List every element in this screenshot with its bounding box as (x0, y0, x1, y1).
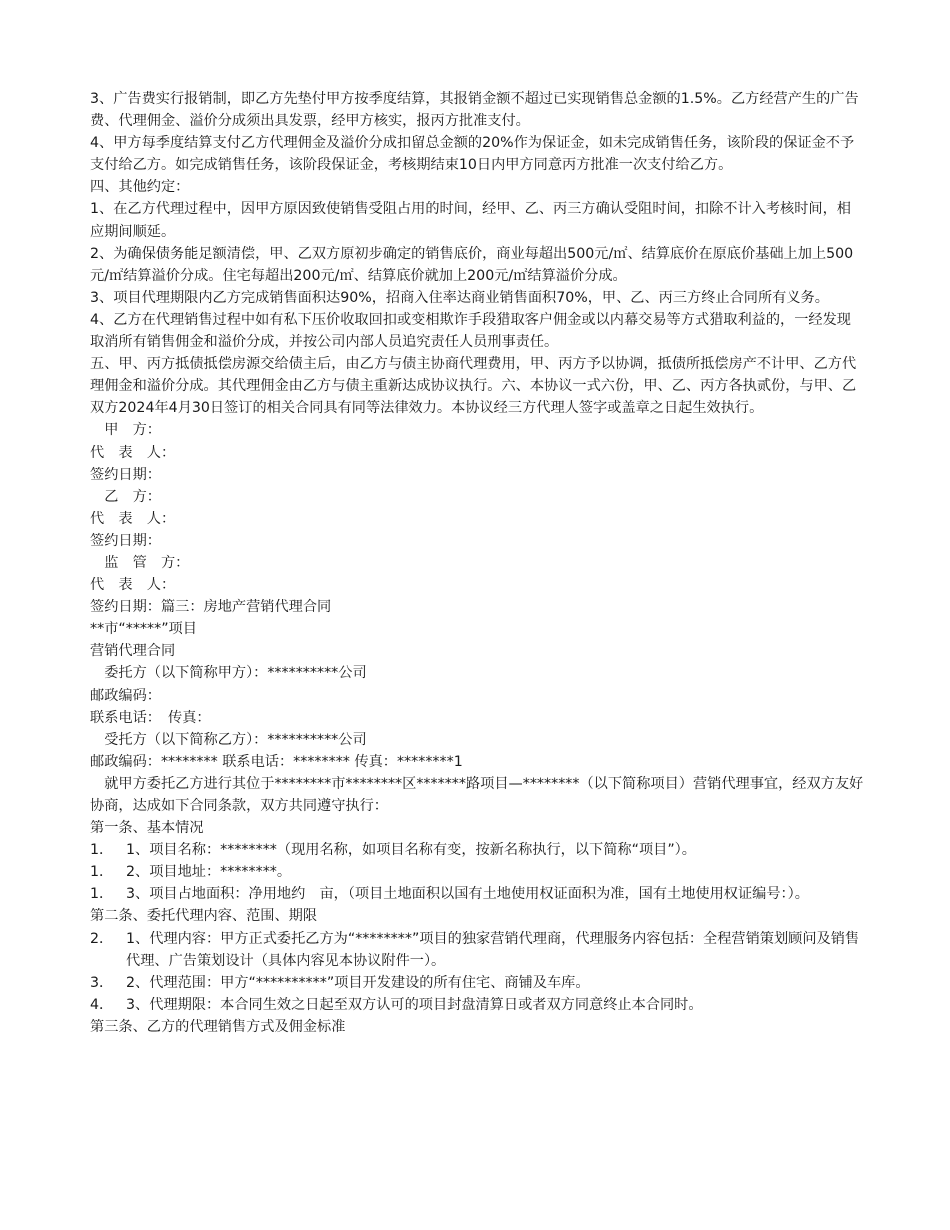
list-text: 1、代理内容：甲方正式委托乙方为“********”项目的独家营销代理商，代理服务内容包括：全程营销策划顾问及销售代理、广告策划设计（具体内容见本协议附件一）。 (126, 930, 860, 969)
signature-date: 签约日期：篇三：房地产营销代理合同 (90, 599, 332, 616)
list-number: 1． (90, 886, 114, 903)
signature-party-a: 甲 方： (90, 422, 161, 439)
paragraph: 4、甲方每季度结算支付乙方代理佣金及溢价分成扣留总金额的20%作为保证金，如未完成销售任务，该阶段的保证金不予支付给乙方。如完成销售任务，该阶段保证金，考核期结束10日内甲方同意丙方批准一次支付给乙方。 (90, 135, 855, 174)
signature-representative: 代 表 人： (90, 577, 176, 594)
signature-party-b: 乙 方： (90, 488, 161, 505)
principal-party: 委托方（以下简称甲方）：**********公司 (90, 665, 367, 682)
list-text: 1、项目名称：********（现用名称，如项目名称有变，按新名称执行，以下简称“项目”）。 (126, 842, 696, 859)
list-number: 4． (90, 996, 114, 1013)
list-item (90, 883, 865, 905)
preamble: 就甲方委托乙方进行其位于********市********区*******路项目—********（以下简称项目）营销代理事宜，经双方友好协商，达成如下合同条款，双方共同遵守执行： (90, 775, 864, 814)
section-heading: 四、其他约定： (90, 179, 190, 196)
signature-date: 签约日期： (90, 532, 161, 549)
signature-representative: 代 表 人： (90, 510, 176, 527)
signature-supervisor: 监 管 方： (90, 554, 190, 571)
agent-contact: 邮政编码：******** 联系电话：******** 传真：********1 (90, 753, 463, 770)
article-heading: 第三条、乙方的代理销售方式及佣金标准 (90, 1018, 346, 1035)
list-number: 3． (90, 974, 114, 991)
list-number: 1． (90, 864, 114, 881)
paragraph: 4、乙方在代理销售过程中如有私下压价收取回扣或变相欺诈手段猎取客户佣金或以内幕交易等方式猎取利益的，一经发现取消所有销售佣金和溢价分成，并按公司内部人员追究责任人员刑事责任。 (90, 311, 851, 351)
list-item (90, 994, 865, 1016)
signature-date: 签约日期： (90, 466, 161, 483)
paragraph: 2、为确保债务能足额清偿，甲、乙双方原初步确定的销售底价，商业每超出500元/㎡、结算底价在原底价基础上加上500元/㎡结算溢价分成。住宅每超出200元/㎡、结算底价就加上200元/㎡结算溢价分成。 (90, 245, 854, 284)
project-title: **市“*****”项目 (90, 621, 197, 638)
paragraph: 3、项目代理期限内乙方完成销售面积达90%，招商入住率达商业销售面积70%，甲、乙、丙三方终止合同所有义务。 (90, 289, 829, 306)
list-item (90, 972, 865, 994)
list-number: 2． (90, 930, 114, 947)
contract-title: 营销代理合同 (90, 643, 176, 660)
paragraph: 1、在乙方代理过程中，因甲方原因致使销售受阻占用的时间，经甲、乙、丙三方确认受阻时间，扣除不计入考核时间，相应期间顺延。 (90, 201, 851, 240)
paragraph: 3、广告费实行报销制，即乙方先垫付甲方按季度结算，其报销金额不超过已实现销售总金额的1.5%。乙方经营产生的广告费、代理佣金、溢价分成须出具发票，经甲方核实，报丙方批准支付。 (90, 91, 859, 130)
postal-code: 邮政编码： (90, 687, 161, 704)
paragraph: 五、甲、丙方抵债抵偿房源交给债主后，由乙方与债主协商代理费用，甲、丙方予以协调，抵债所抵偿房产不计甲、乙方代理佣金和溢价分成。其代理佣金由乙方与债主重新达成协议执行。六、本协议一式六份，甲、乙、丙方各执贰份，与甲、乙双方2024年4月30日签订的相关合同具有同等法律效力。本协议经三方代理人签字或盖章之日起生效执行。 (90, 356, 857, 417)
agent-party: 受托方（以下简称乙方）：**********公司 (90, 731, 367, 748)
document-page (90, 88, 865, 1038)
list-item (90, 861, 865, 883)
list-text: 2、项目地址：********。 (126, 864, 292, 881)
list-item (90, 839, 865, 861)
list-text: 2、代理范围：甲方“**********”项目开发建设的所有住宅、商铺及车库。 (126, 974, 590, 991)
list-text: 3、项目占地面积：净用地约 亩，（项目土地面积以国有土地使用权证面积为准，国有土地使用权证编号：）。 (126, 886, 809, 903)
list-item (90, 928, 865, 972)
contact-phone-fax: 联系电话： 传真： (90, 709, 211, 726)
article-heading: 第二条、委托代理内容、范围、期限 (90, 908, 318, 925)
signature-representative: 代 表 人： (90, 444, 176, 461)
list-number: 1． (90, 842, 114, 859)
article-heading: 第一条、基本情况 (90, 820, 204, 837)
list-text: 3、代理期限：本合同生效之日起至双方认可的项目封盘清算日或者双方同意终止本合同时。 (126, 996, 703, 1013)
